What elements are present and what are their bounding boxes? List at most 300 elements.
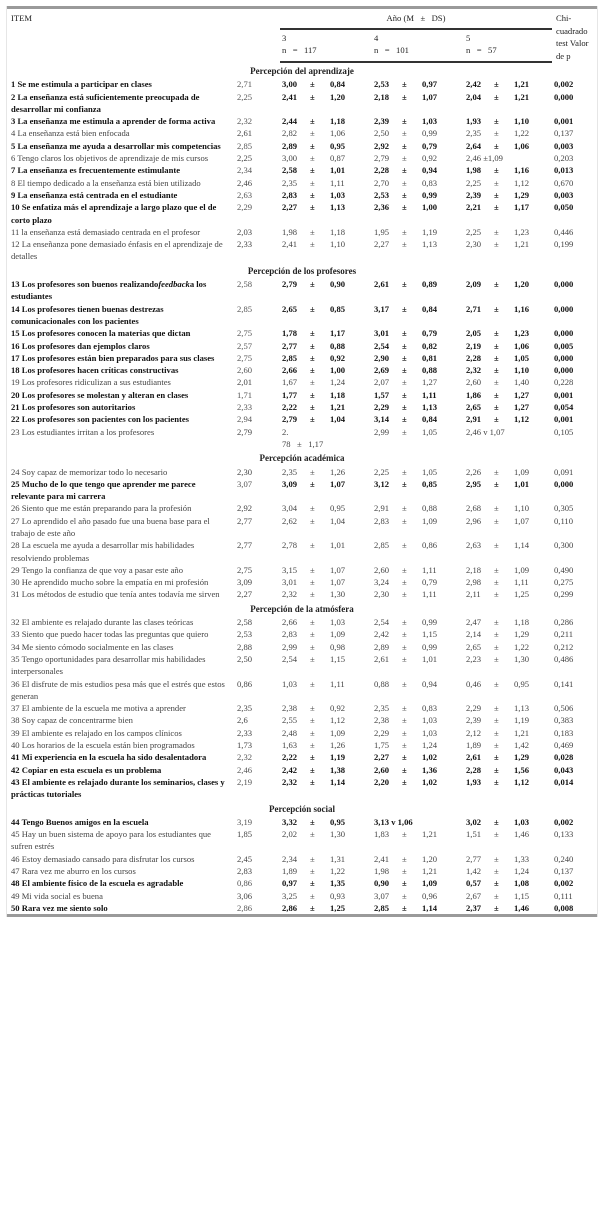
item-label: 49 Mi vida social es buena	[11, 890, 103, 901]
year-5-value: 0,46 ± 0,95	[466, 678, 530, 689]
total-mean: 2,45	[237, 853, 253, 864]
table-row	[7, 816, 597, 828]
results-table-container	[6, 6, 598, 917]
year-5-value: 1,86 ± 1,27	[466, 389, 530, 400]
total-mean: 1,71	[237, 389, 253, 400]
table-bottom-rule	[7, 914, 597, 917]
results-table	[7, 9, 597, 914]
year-5-value: 2,39 ± 1,29	[466, 189, 530, 200]
item-label: 12 La enseñanza pone demasiado énfasis en el aprendizaje de detalles	[11, 239, 223, 262]
year-3-value: 2,55 ± 1,12	[282, 715, 346, 726]
section-header-row	[7, 450, 597, 465]
item-label: 11 la enseñanza está demasiado centrada en el profesor	[11, 226, 201, 237]
year-3-value: 2,66 ± 1,00	[282, 365, 346, 376]
item-label: 48 El ambiente físico de la escuela es agradable	[11, 878, 184, 889]
item-label: 24 Soy capaz de memorizar todo lo necesario	[11, 466, 168, 477]
year-3-value: 1,78 ± 1,17	[282, 328, 346, 339]
total-mean: 2,83	[237, 866, 253, 876]
p-value: 0,005	[554, 340, 574, 351]
item-label: 18 Los profesores hacen críticas constructivas	[11, 365, 179, 376]
year-5-value: 1,93 ± 1,12	[466, 776, 530, 787]
item-label: 26 Siento que me están preparando para la profesión	[11, 503, 192, 514]
p-value: 0,133	[554, 829, 574, 840]
year-3-value: 3,09 ± 1,07	[282, 478, 346, 489]
item-label: 46 Estoy demasiado cansado para disfrutar los cursos	[11, 853, 195, 864]
total-mean: 3,06	[237, 890, 253, 901]
year-3-value: 2,58 ± 1,01	[282, 165, 346, 176]
year-3-value: 2,35 ± 1,11	[282, 177, 345, 188]
year-5-value: 2,64 ± 1,06	[466, 140, 530, 151]
total-mean: 2,25	[237, 91, 253, 102]
year-5-value: 2,23 ± 1,30	[466, 653, 530, 664]
year-4-value: 2,61 ± 0,89	[374, 279, 438, 290]
year-5-value: 2,18 ± 1,09	[466, 564, 530, 575]
section-title: Percepción académica	[259, 453, 345, 464]
year-4-value: 2,30 ± 1,11	[374, 589, 437, 600]
item-label: 42 Copiar en esta escuela es un problema	[11, 764, 162, 775]
item-label: 6 Tengo claros los objetivos de aprendizaje de mis cursos	[11, 153, 209, 164]
p-value: 0,091	[554, 466, 574, 477]
table-row	[7, 902, 597, 914]
item-label: 30 He aprendido mucho sobre la empatía en mi profesión	[11, 577, 209, 588]
year-4-value: 2,90 ± 0,81	[374, 352, 438, 363]
table-row	[7, 238, 597, 263]
total-mean: 2,6	[237, 715, 248, 726]
p-value: 0,002	[554, 878, 574, 889]
total-mean: 2,85	[237, 140, 253, 151]
table-row	[7, 702, 597, 714]
section-title: Percepción de la atmósfera	[250, 603, 354, 614]
year-4-value: 2,60 ± 1,36	[374, 764, 438, 775]
table-row	[7, 140, 597, 152]
year-4-value: 3,12 ± 0,85	[374, 478, 438, 489]
table-header	[7, 9, 597, 62]
item-label: 47 Rara vez me aburro en los cursos	[11, 866, 136, 876]
year-3-value: 2,27 ± 1,13	[282, 202, 346, 213]
total-mean: 2,50	[237, 653, 253, 664]
year-3-value: 3,04 ± 0,95	[282, 503, 346, 514]
year-5-value: 2,26 ± 1,09	[466, 466, 530, 477]
year-3-value: 2,83 ± 1,03	[282, 189, 346, 200]
p-value: 0,383	[554, 715, 574, 726]
year-3-value: 1,77 ± 1,18	[282, 389, 346, 400]
table-row	[7, 576, 597, 588]
year-5-value: 2,46 v 1,07	[466, 426, 505, 437]
table-row	[7, 413, 597, 425]
table-row	[7, 776, 597, 801]
year-3-value: 2,86 ± 1,25	[282, 902, 346, 913]
p-value: 0,670	[554, 177, 574, 188]
total-mean: 2,58	[237, 279, 253, 290]
total-mean: 3,07	[237, 478, 253, 489]
year-3-value: 2,83 ± 1,09	[282, 629, 346, 640]
year-4-value: 3,07 ± 0,96	[374, 890, 438, 901]
p-value: 0,490	[554, 564, 574, 575]
header-year-5: 5 n = 57	[464, 29, 552, 62]
year-3-value: 2,35 ± 1,26	[282, 466, 346, 477]
year-4-value: 2,29 ± 1,13	[374, 402, 438, 413]
p-value: 0,014	[554, 776, 574, 787]
year-4-value: 3,17 ± 0,84	[374, 303, 438, 314]
year-5-value: 2,19 ± 1,06	[466, 340, 530, 351]
year-3-value: 1,89 ± 1,22	[282, 866, 346, 876]
p-value: 0,141	[554, 678, 574, 689]
table-row	[7, 678, 597, 703]
table-row	[7, 352, 597, 364]
year-4-value: 2,92 ± 0,79	[374, 140, 438, 151]
p-value: 0,486	[554, 653, 574, 664]
year-3-value: 2,48 ± 1,09	[282, 727, 346, 738]
year-4-value: 2,69 ± 0,88	[374, 365, 438, 376]
p-value: 0,212	[554, 641, 574, 652]
p-value: 0,003	[554, 189, 574, 200]
table-row	[7, 78, 597, 90]
item-label: 37 El ambiente de la escuela me motiva a aprender	[11, 703, 186, 714]
total-mean: 2,46	[237, 177, 253, 188]
total-mean: 2,75	[237, 328, 253, 339]
total-mean: 3,09	[237, 577, 253, 588]
p-value: 0,228	[554, 377, 574, 388]
table-row	[7, 865, 597, 877]
year-5-value: 2,11 ± 1,25	[466, 589, 530, 600]
year-3-value: 2,66 ± 1,03	[282, 617, 346, 628]
p-value: 0,001	[554, 116, 574, 127]
item-label: 50 Rara vez me siento solo	[11, 902, 108, 913]
year-3-value: 2,62 ± 1,04	[282, 515, 346, 526]
year-5-value: 2,05 ± 1,23	[466, 328, 530, 339]
year-3-value: 2,85 ± 0,92	[282, 352, 346, 363]
year-5-value: 2,61 ± 1,29	[466, 752, 530, 763]
item-label: 33 Siento que puedo hacer todas las preguntas que quiero	[11, 629, 209, 640]
year-3-value: 1,63 ± 1,26	[282, 740, 346, 751]
year-5-value: 2,35 ± 1,22	[466, 128, 530, 139]
year-5-value: 2,29 ± 1,13	[466, 703, 530, 714]
table-row	[7, 641, 597, 653]
year-4-value: 2,50 ± 0,99	[374, 128, 438, 139]
year-5-value: 2,25 ± 1,12	[466, 177, 530, 188]
year-3-value: 2,89 ± 0,95	[282, 140, 346, 151]
table-row	[7, 376, 597, 388]
item-label: 7 La enseñanza es frecuentemente estimulante	[11, 165, 181, 176]
table-row	[7, 189, 597, 201]
year-3-value: 2,79 ± 0,90	[282, 279, 346, 290]
year-3-value: 2,79 ± 1,04	[282, 414, 346, 425]
p-value: 0,000	[554, 352, 574, 363]
item-label: 17 Los profesores están bien preparados para sus clases	[11, 352, 215, 363]
year-3-value: 1,98 ± 1,18	[282, 226, 346, 237]
year-5-value: 2,28 ± 1,05	[466, 352, 530, 363]
year-5-value: 2,65 ± 1,22	[466, 641, 530, 652]
year-3-value: 2,34 ± 1,31	[282, 853, 346, 864]
table-row	[7, 764, 597, 776]
year-4-value: 2,99 ± 1,05	[374, 426, 438, 437]
header-chi-square: Chi-cuadrado test Valor de p	[556, 13, 589, 61]
table-row	[7, 588, 597, 600]
total-mean: 2,35	[237, 703, 253, 714]
year-5-value: 2,21 ± 1,17	[466, 202, 530, 213]
header-item: ITEM	[11, 13, 33, 23]
total-mean: 2,88	[237, 641, 253, 652]
year-3-value: 2,54 ± 1,15	[282, 653, 346, 664]
item-label: 25 Mucho de lo que tengo que aprender me parece relevante para mi carrera	[11, 478, 196, 502]
p-value: 0,001	[554, 414, 574, 425]
item-label: 21 Los profesores son autoritarios	[11, 402, 136, 413]
total-mean: 2,94	[237, 414, 253, 425]
year-3-value: 3,15 ± 1,07	[282, 564, 346, 575]
year-5-value: 2,25 ± 1,23	[466, 226, 530, 237]
year-3-value: 2,02 ± 1,30	[282, 829, 346, 840]
p-value: 0,211	[554, 629, 574, 640]
item-label: 38 Soy capaz de concentrarme bien	[11, 715, 133, 726]
year-4-value: 2,91 ± 0,88	[374, 503, 438, 514]
year-4-value: 1,75 ± 1,24	[374, 740, 438, 751]
total-mean: 0,86	[237, 878, 253, 889]
item-label: 36 El disfrute de mis estudios pesa más que el estrés que estos generan	[11, 678, 225, 701]
table-row	[7, 628, 597, 640]
p-value: 0,275	[554, 577, 574, 588]
item-label: 35 Tengo oportunidades para desarrollar mis habilidades interpersonales	[11, 653, 206, 677]
year-5-value: 2,96 ± 1,07	[466, 515, 530, 526]
year-4-value: 2,60 ± 1,11	[374, 564, 437, 575]
year-4-value: 2,39 ± 1,03	[374, 116, 438, 127]
year-5-value: 2,04 ± 1,21	[466, 91, 530, 102]
total-mean: 1,73	[237, 740, 253, 751]
table-body	[7, 62, 597, 914]
total-mean: 2,33	[237, 239, 253, 250]
year-4-value: 2,53 ± 0,97	[374, 79, 438, 90]
year-4-value: 2,53 ± 0,99	[374, 189, 438, 200]
p-value: 0,111	[554, 890, 573, 901]
year-4-value: 2,85 ± 1,14	[374, 902, 438, 913]
p-value: 0,137	[554, 128, 574, 139]
table-row	[7, 653, 597, 678]
p-value: 0,050	[554, 202, 574, 213]
total-mean: 2,86	[237, 902, 253, 913]
year-4-value: 2,25 ± 1,05	[374, 466, 438, 477]
item-label: 22 Los profesores son pacientes con los pacientes	[11, 414, 190, 425]
year-3-value: 2,65 ± 0,85	[282, 303, 346, 314]
p-value: 0,305	[554, 503, 574, 514]
year-4-value: 0,90 ± 1,09	[374, 878, 438, 889]
total-mean: 2,33	[237, 402, 253, 413]
item-label: 28 La escuela me ayuda a desarrollar mis habilidades resolviendo problemas	[11, 540, 195, 563]
year-3-value: 1,03 ± 1,11	[282, 678, 345, 689]
p-value: 0,003	[554, 140, 574, 151]
item-label: 31 Los métodos de estudio que tenía antes todavía me sirven	[11, 589, 220, 600]
table-row	[7, 115, 597, 127]
year-5-value: 2,95 ± 1,01	[466, 478, 530, 489]
table-row	[7, 177, 597, 189]
total-mean: 2,71	[237, 79, 253, 90]
p-value: 0,110	[554, 515, 574, 526]
section-header-row	[7, 601, 597, 616]
year-3-value: 2,78 ± 1,01	[282, 540, 346, 551]
year-5-value: 2,14 ± 1,29	[466, 629, 530, 640]
year-5-value: 1,42 ± 1,24	[466, 866, 530, 876]
total-mean: 2,61	[237, 128, 253, 139]
item-label: 16 Los profesores dan ejemplos claros	[11, 340, 150, 351]
table-row	[7, 389, 597, 401]
item-label: 20 Los profesores se molestan y alteran en clases	[11, 389, 189, 400]
year-5-value: 2,77 ± 1,33	[466, 853, 530, 864]
p-value: 0,000	[554, 478, 574, 489]
item-label: 29 Tengo la confianza de que voy a pasar este año	[11, 564, 184, 575]
item-label: 5 La enseñanza me ayuda a desarrollar mis competencias	[11, 140, 221, 151]
p-value: 0,506	[554, 703, 574, 714]
table-row	[7, 327, 597, 339]
table-row	[7, 890, 597, 902]
year-4-value: 1,95 ± 1,19	[374, 226, 438, 237]
item-label: 15 Los profesores conocen la materias que dictan	[11, 328, 191, 339]
total-mean: 2,60	[237, 365, 253, 376]
p-value: 0,001	[554, 389, 574, 400]
year-5-value: 2,28 ± 1,56	[466, 764, 530, 775]
total-mean: 2,92	[237, 503, 253, 514]
table-row	[7, 727, 597, 739]
year-3-value: 3,01 ± 1,07	[282, 577, 346, 588]
item-label: 43 El ambiente es relajado durante los seminarios, clases y prácticas tutoriales	[11, 776, 225, 800]
table-row	[7, 278, 597, 303]
p-value: 0,054	[554, 402, 574, 413]
year-4-value: 3,13 v 1,06	[374, 816, 413, 827]
table-row	[7, 751, 597, 763]
year-4-value: 2,61 ± 1,01	[374, 653, 438, 664]
year-5-value: 2,09 ± 1,20	[466, 279, 530, 290]
year-4-value: 2,29 ± 1,03	[374, 727, 438, 738]
year-5-value: 2,60 ± 1,40	[466, 377, 530, 388]
total-mean: 2,25	[237, 153, 253, 164]
item-label: 45 Hay un buen sistema de apoyo para los estudiantes que sufren estrés	[11, 829, 211, 852]
table-row	[7, 164, 597, 176]
table-row	[7, 539, 597, 564]
table-row	[7, 152, 597, 164]
year-3-value: 2. 78 ± 1,17	[282, 426, 324, 449]
item-label: 10 Se enfatiza más el aprendizaje a largo plazo que el de corto plazo	[11, 202, 217, 225]
table-row	[7, 340, 597, 352]
year-3-value: 2,22 ± 1,19	[282, 752, 346, 763]
item-label: 9 La enseñanza está centrada en el estudiante	[11, 189, 178, 200]
section-header-row	[7, 62, 597, 78]
total-mean: 2,58	[237, 617, 253, 628]
table-row	[7, 877, 597, 889]
year-4-value: 2,89 ± 0,99	[374, 641, 438, 652]
year-3-value: 3,00 ± 0,87	[282, 153, 346, 164]
total-mean: 2,85	[237, 303, 253, 314]
total-mean: 2,57	[237, 340, 253, 351]
p-value: 0,013	[554, 165, 574, 176]
table-row	[7, 478, 597, 503]
table-row	[7, 828, 597, 853]
total-mean: 2,34	[237, 165, 253, 176]
item-label: 13 Los profesores son buenos realizandofeedbacka los estudiantes	[11, 279, 207, 302]
year-4-value: 1,98 ± 1,21	[374, 866, 438, 876]
table-row	[7, 616, 597, 628]
p-value: 0,000	[554, 91, 574, 102]
item-label: 2 La enseñanza está suficientemente preocupada de desarrollar mi confianza	[11, 91, 200, 114]
year-4-value: 2,27 ± 1,02	[374, 752, 438, 763]
total-mean: 2,77	[237, 515, 253, 526]
year-4-value: 3,24 ± 0,79	[374, 577, 438, 588]
p-value: 0,286	[554, 617, 574, 628]
year-3-value: 2,22 ± 1,21	[282, 402, 346, 413]
p-value: 0,000	[554, 365, 574, 376]
year-3-value: 3,25 ± 0,93	[282, 890, 346, 901]
year-5-value: 2,12 ± 1,21	[466, 727, 530, 738]
year-4-value: 2,18 ± 1,07	[374, 91, 438, 102]
year-4-value: 2,54 ± 0,99	[374, 617, 438, 628]
table-row	[7, 201, 597, 226]
item-label: 3 La enseñanza me estimula a aprender de forma activa	[11, 116, 216, 127]
table-row	[7, 401, 597, 413]
year-4-value: 2,20 ± 1,02	[374, 776, 438, 787]
year-4-value: 2,35 ± 0,83	[374, 703, 438, 714]
total-mean: 2,27	[237, 589, 253, 600]
total-mean: 2,32	[237, 752, 253, 763]
total-mean: 2,19	[237, 776, 253, 787]
total-mean: 2,33	[237, 727, 253, 738]
table-row	[7, 364, 597, 376]
total-mean: 2,01	[237, 377, 253, 388]
header-year-4: 4 n = 101	[372, 29, 464, 62]
year-4-value: 2,79 ± 0,92	[374, 153, 438, 164]
p-value: 0,008	[554, 902, 574, 913]
item-label: 19 Los profesores ridiculizan a sus estudiantes	[11, 377, 171, 388]
p-value: 0,002	[554, 816, 574, 827]
year-4-value: 2,42 ± 1,15	[374, 629, 438, 640]
year-3-value: 2,82 ± 1,06	[282, 128, 346, 139]
year-3-value: 2,41 ± 1,10	[282, 239, 346, 250]
total-mean: 3,19	[237, 816, 253, 827]
year-4-value: 2,36 ± 1,00	[374, 202, 438, 213]
p-value: 0,028	[554, 752, 574, 763]
year-4-value: 2,38 ± 1,03	[374, 715, 438, 726]
year-5-value: 2,39 ± 1,19	[466, 715, 530, 726]
p-value: 0,446	[554, 226, 574, 237]
total-mean: 2,53	[237, 629, 253, 640]
header-year-3: 3 n = 117	[280, 29, 372, 62]
year-3-value: 3,00 ± 0,84	[282, 79, 346, 90]
section-title: Percepción de los profesores	[247, 265, 357, 276]
year-5-value: 2,98 ± 1,11	[466, 577, 529, 588]
year-5-value: 2,65 ± 1,27	[466, 402, 530, 413]
year-5-value: 3,02 ± 1,03	[466, 816, 530, 827]
year-5-value: 2,42 ± 1,21	[466, 79, 530, 90]
item-label: 1 Se me estimula a participar en clases	[11, 79, 152, 90]
p-value: 0,183	[554, 727, 574, 738]
year-5-value: 1,89 ± 1,42	[466, 740, 530, 751]
year-5-value: 2,37 ± 1,46	[466, 902, 530, 913]
table-row	[7, 564, 597, 576]
total-mean: 2,29	[237, 202, 253, 213]
year-5-value: 2,67 ± 1,15	[466, 890, 530, 901]
year-3-value: 2,38 ± 0,92	[282, 703, 346, 714]
year-4-value: 2,83 ± 1,09	[374, 515, 438, 526]
year-5-value: 2,30 ± 1,21	[466, 239, 530, 250]
p-value: 0,002	[554, 79, 574, 90]
table-row	[7, 739, 597, 751]
year-5-value: 2,91 ± 1,12	[466, 414, 530, 425]
year-5-value: 1,98 ± 1,16	[466, 165, 530, 176]
table-row	[7, 303, 597, 328]
section-title: Percepción del aprendizaje	[250, 66, 354, 76]
p-value: 0,043	[554, 764, 574, 775]
header-year-group: Año (M ± DS)	[280, 9, 552, 29]
total-mean: 2,77	[237, 540, 253, 551]
item-label: 44 Tengo Buenos amigos en la escuela	[11, 816, 149, 827]
year-3-value: 2,32 ± 1,14	[282, 776, 346, 787]
table-row	[7, 853, 597, 865]
p-value: 0,299	[554, 589, 574, 600]
